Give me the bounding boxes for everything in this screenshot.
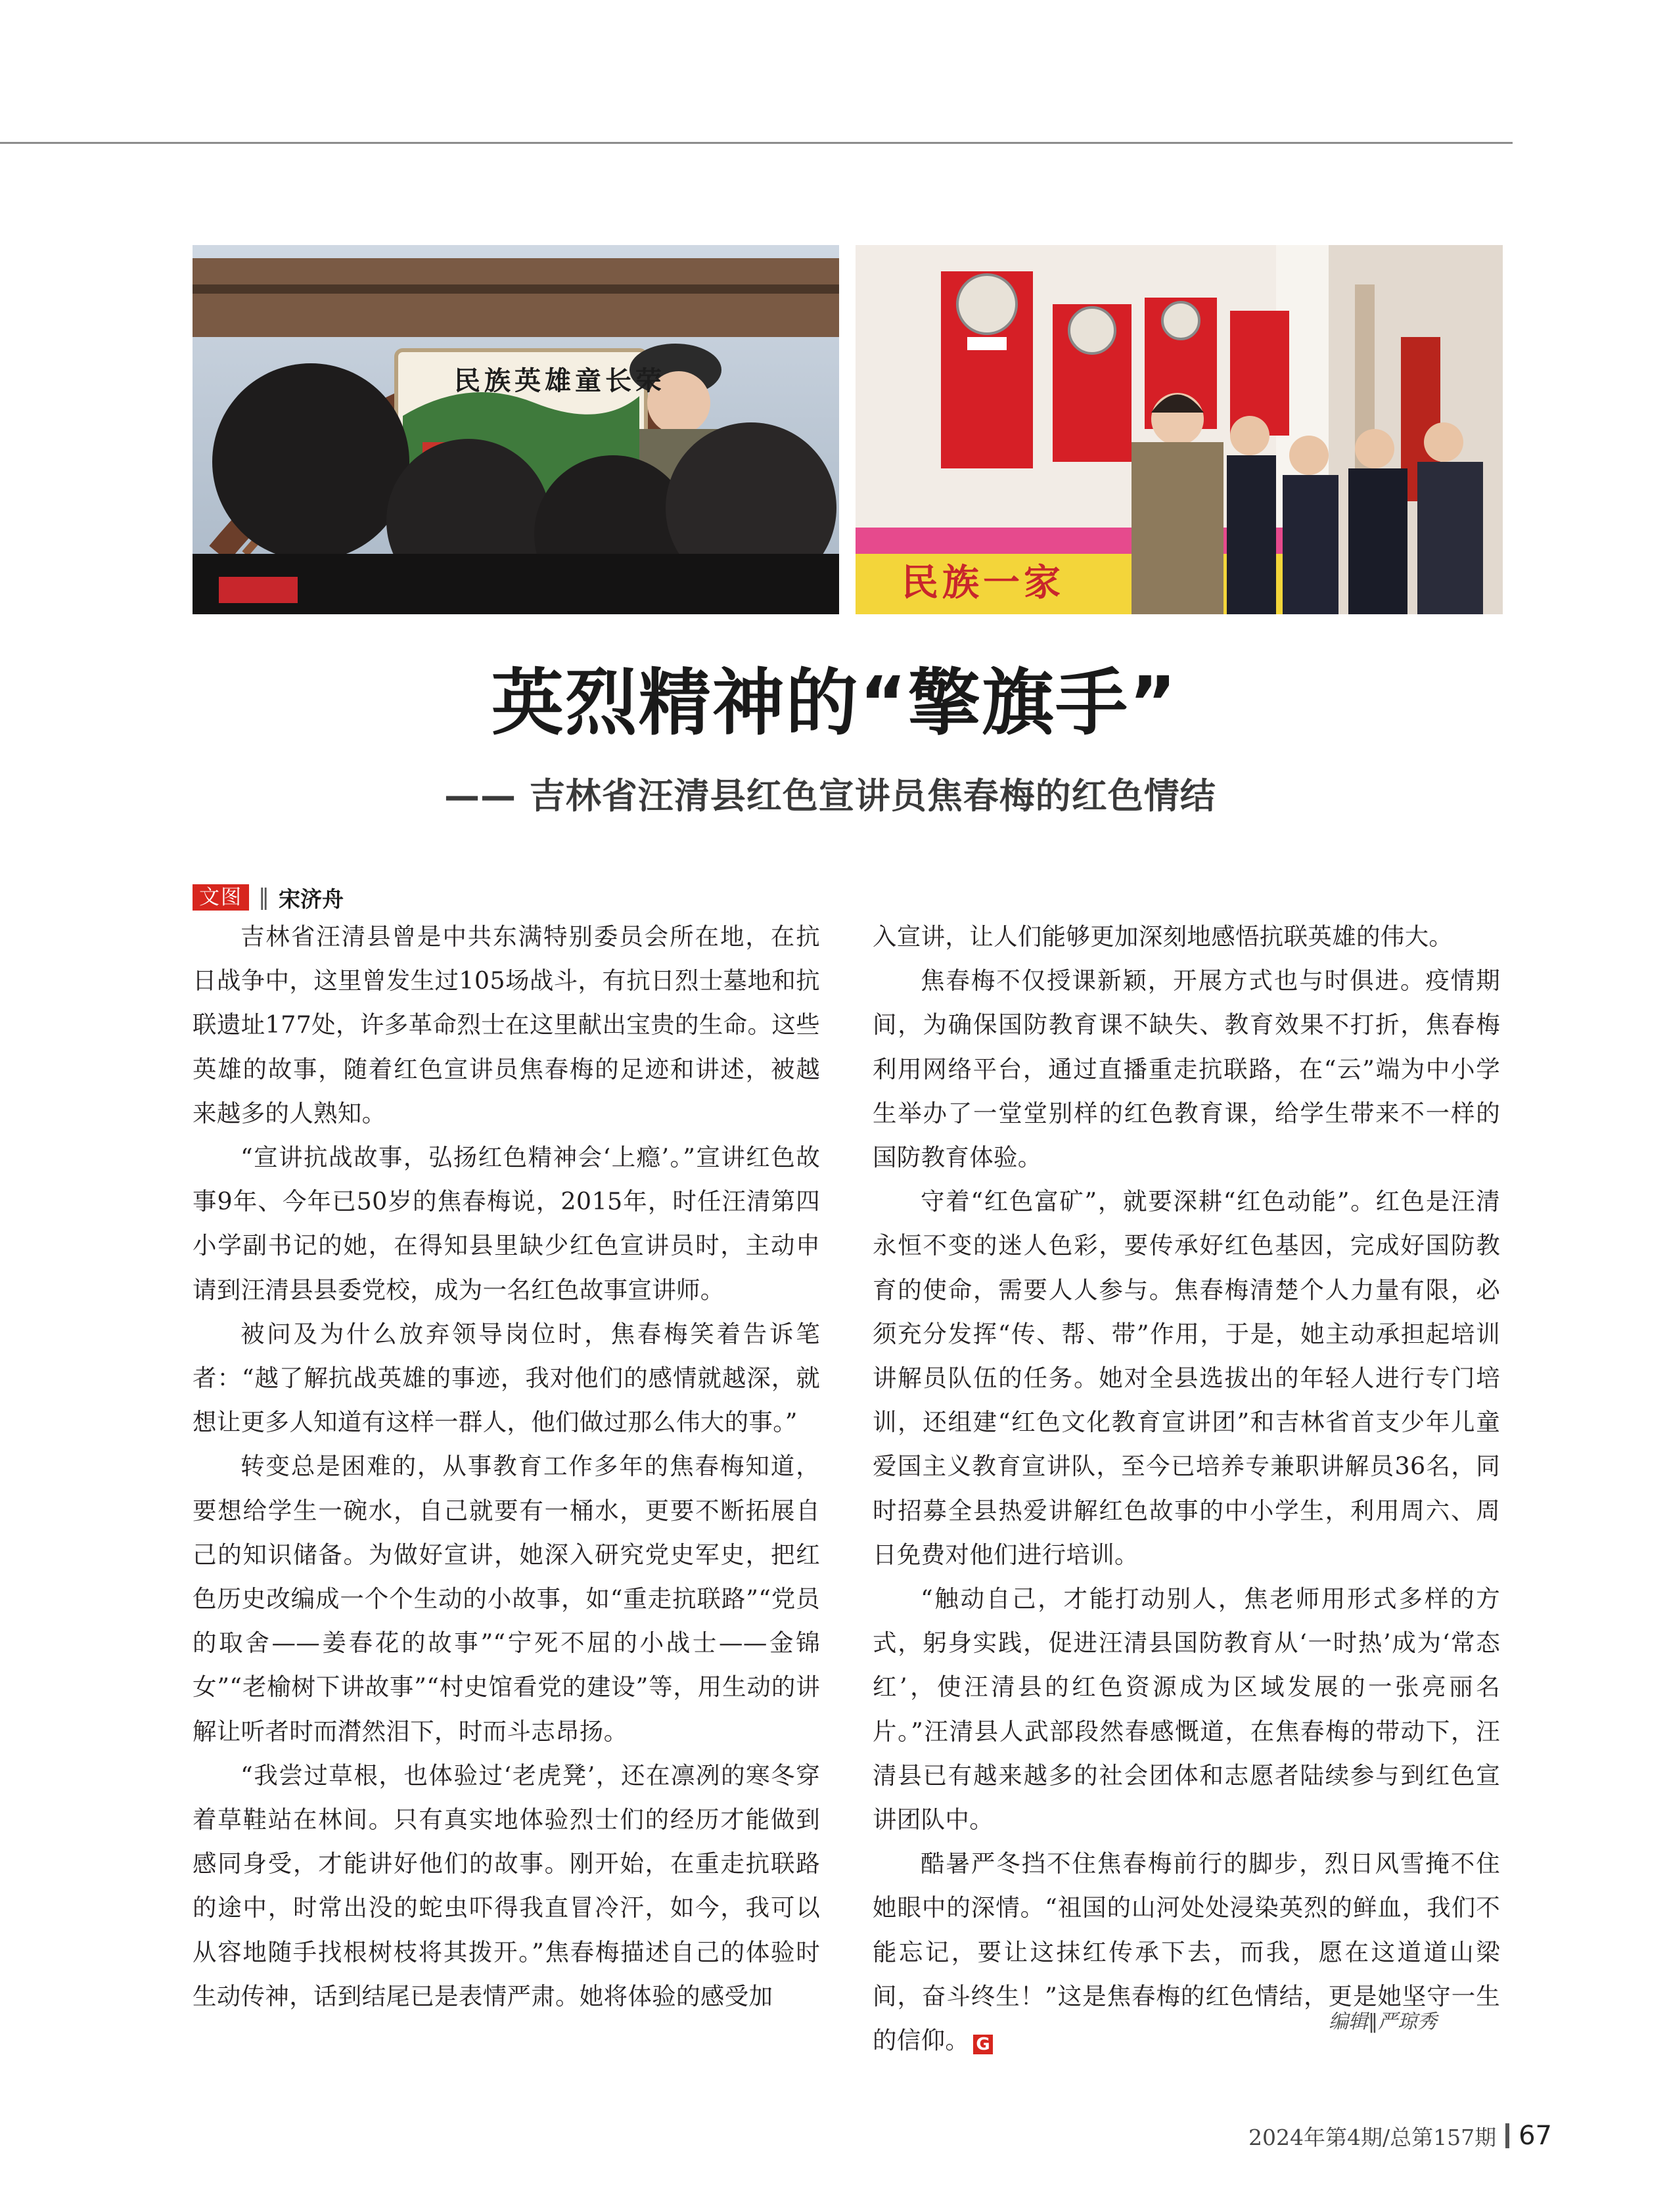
issue-info: 2024年第4期/总第157期 <box>1248 2124 1497 2150</box>
byline-separator: ‖ <box>258 884 264 911</box>
paragraph-continued: 入宣讲，让人们能够更加深刻地感悟抗联英雄的伟大。 <box>873 922 1453 951</box>
header-rule <box>0 142 1513 144</box>
paragraph: “我尝过草根，也体验过‘老虎凳’，还在凛冽的寒冬穿着草鞋站在林间。只有真实地体验烈士们的经历才能做到感同身受，才能讲好他们的故事。刚开始，在重走抗联路的途中，时常出没的蛇虫吓得我直冒冷汗，如今，我可以从容地随手找根树枝将其拨开。”焦春梅描述自己的体验时生动传神，话到结尾已是表情严肃。她将体验的感受加 <box>193 1761 820 2010</box>
photo-speaker-with-students <box>856 245 1503 614</box>
page-footer <box>1248 2121 1552 2151</box>
left-column <box>193 914 820 2018</box>
paragraph: 焦春梅不仅授课新颖，开展方式也与时俱进。疫情期间，为确保国防教育课不缺失、教育效果不打折，焦春梅利用网络平台，通过直播重走抗联路，在“云”端为中小学生举办了一堂堂别样的红色教育课，给学生带来不一样的国防教育体验。 <box>873 966 1500 1172</box>
byline-tag: 文图 <box>193 884 249 911</box>
footer-divider <box>1505 2123 1509 2148</box>
paragraph: 被问及为什么放弃领导岗位时，焦春梅笑着告诉笔者：“越了解抗战英雄的事迹，我对他们的感情就越深，就想让更多人知道有这样一群人，他们做过那么伟大的事。” <box>193 1319 820 1437</box>
ethnic-unity-banner-text: 民族一家 <box>902 561 1064 604</box>
article-title: 英烈精神的“擎旗手” <box>491 661 1178 745</box>
article-subtitle: —— 吉林省汪清县红色宣讲员焦春梅的红色情结 <box>444 775 1216 817</box>
editor-credit: 编辑‖严琼秀 <box>1329 2010 1437 2033</box>
byline <box>193 883 344 912</box>
paragraph: 吉林省汪清县曾是中共东满特别委员会所在地，在抗日战争中，这里曾发生过105场战斗，有抗日烈士墓地和抗联遗址177处，许多革命烈士在这里献出宝贵的生命。这些英雄的故事，随着红色宣讲员焦春梅的足迹和讲述，被越来越多的人熟知。 <box>193 922 820 1127</box>
paragraph: 守着“红色富矿”，就要深耕“红色动能”。红色是汪清永恒不变的迷人色彩，要传承好红色基因，完成好国防教育的使命，需要人人参与。焦春梅清楚个人力量有限，必须充分发挥“传、帮、带”作用，于是，她主动承担起培训讲解员队伍的任务。她对全县选拔出的年轻人进行专门培训，还组建“红色文化教育宣讲团”和吉林省首支少年儿童爱国主义教育宣讲队，至今已培养专兼职讲解员36名，同时招募全县热爱讲解红色故事的中小学生，利用周六、周日免费对他们进行培训。 <box>873 1187 1500 1569</box>
end-of-article-icon: G <box>973 2035 993 2054</box>
page-number: 67 <box>1519 2121 1552 2151</box>
photo-students-at-hero-board <box>193 245 839 614</box>
right-column <box>873 914 1500 2062</box>
paragraph: 转变总是困难的，从事教育工作多年的焦春梅知道，要想给学生一碗水，自己就要有一桶水，更要不断拓展自己的知识储备。为做好宣讲，她深入研究党史军史，把红色历史改编成一个个生动的小故事，如“重走抗联路”“党员的取舍——姜春花的故事”“宁死不屈的小战士——金锦女”“老榆树下讲故事”“村史馆看党的建设”等，用生动的讲解让听者时而潸然泪下，时而斗志昂扬。 <box>193 1452 820 1746</box>
hero-sign-text: 民族英雄童长荣 <box>454 365 666 396</box>
photo-left-illustration <box>193 245 839 614</box>
paragraph: “触动自己，才能打动别人，焦老师用形式多样的方式，躬身实践，促进汪清县国防教育从‘一时热’成为‘常态红’，使汪清县的红色资源成为区域发展的一张亮丽名片。”汪清县人武部段然春感慨道，在焦春梅的带动下，汪清县已有越来越多的社会团体和志愿者陆续参与到红色宣讲团队中。 <box>873 1585 1500 1834</box>
paragraph: “宣讲抗战故事，弘扬红色精神会‘上瘾’。”宣讲红色故事9年、今年已50岁的焦春梅说，2015年，时任汪清第四小学副书记的她，在得知县里缺少红色宣讲员时，主动申请到汪清县县委党校，成为一名红色故事宣讲师。 <box>193 1143 820 1304</box>
byline-author: 宋济舟 <box>279 886 344 912</box>
final-paragraph-text: 酷暑严冬挡不住焦春梅前行的脚步，烈日风雪掩不住她眼中的深情。“祖国的山河处处浸染英烈的鲜血，我们不能忘记，要让这抹红传承下去，而我，愿在这道道山梁间，奋斗终生！”这是焦春梅的红色情结，更是她坚守一生的信仰。 <box>873 1849 1500 2055</box>
